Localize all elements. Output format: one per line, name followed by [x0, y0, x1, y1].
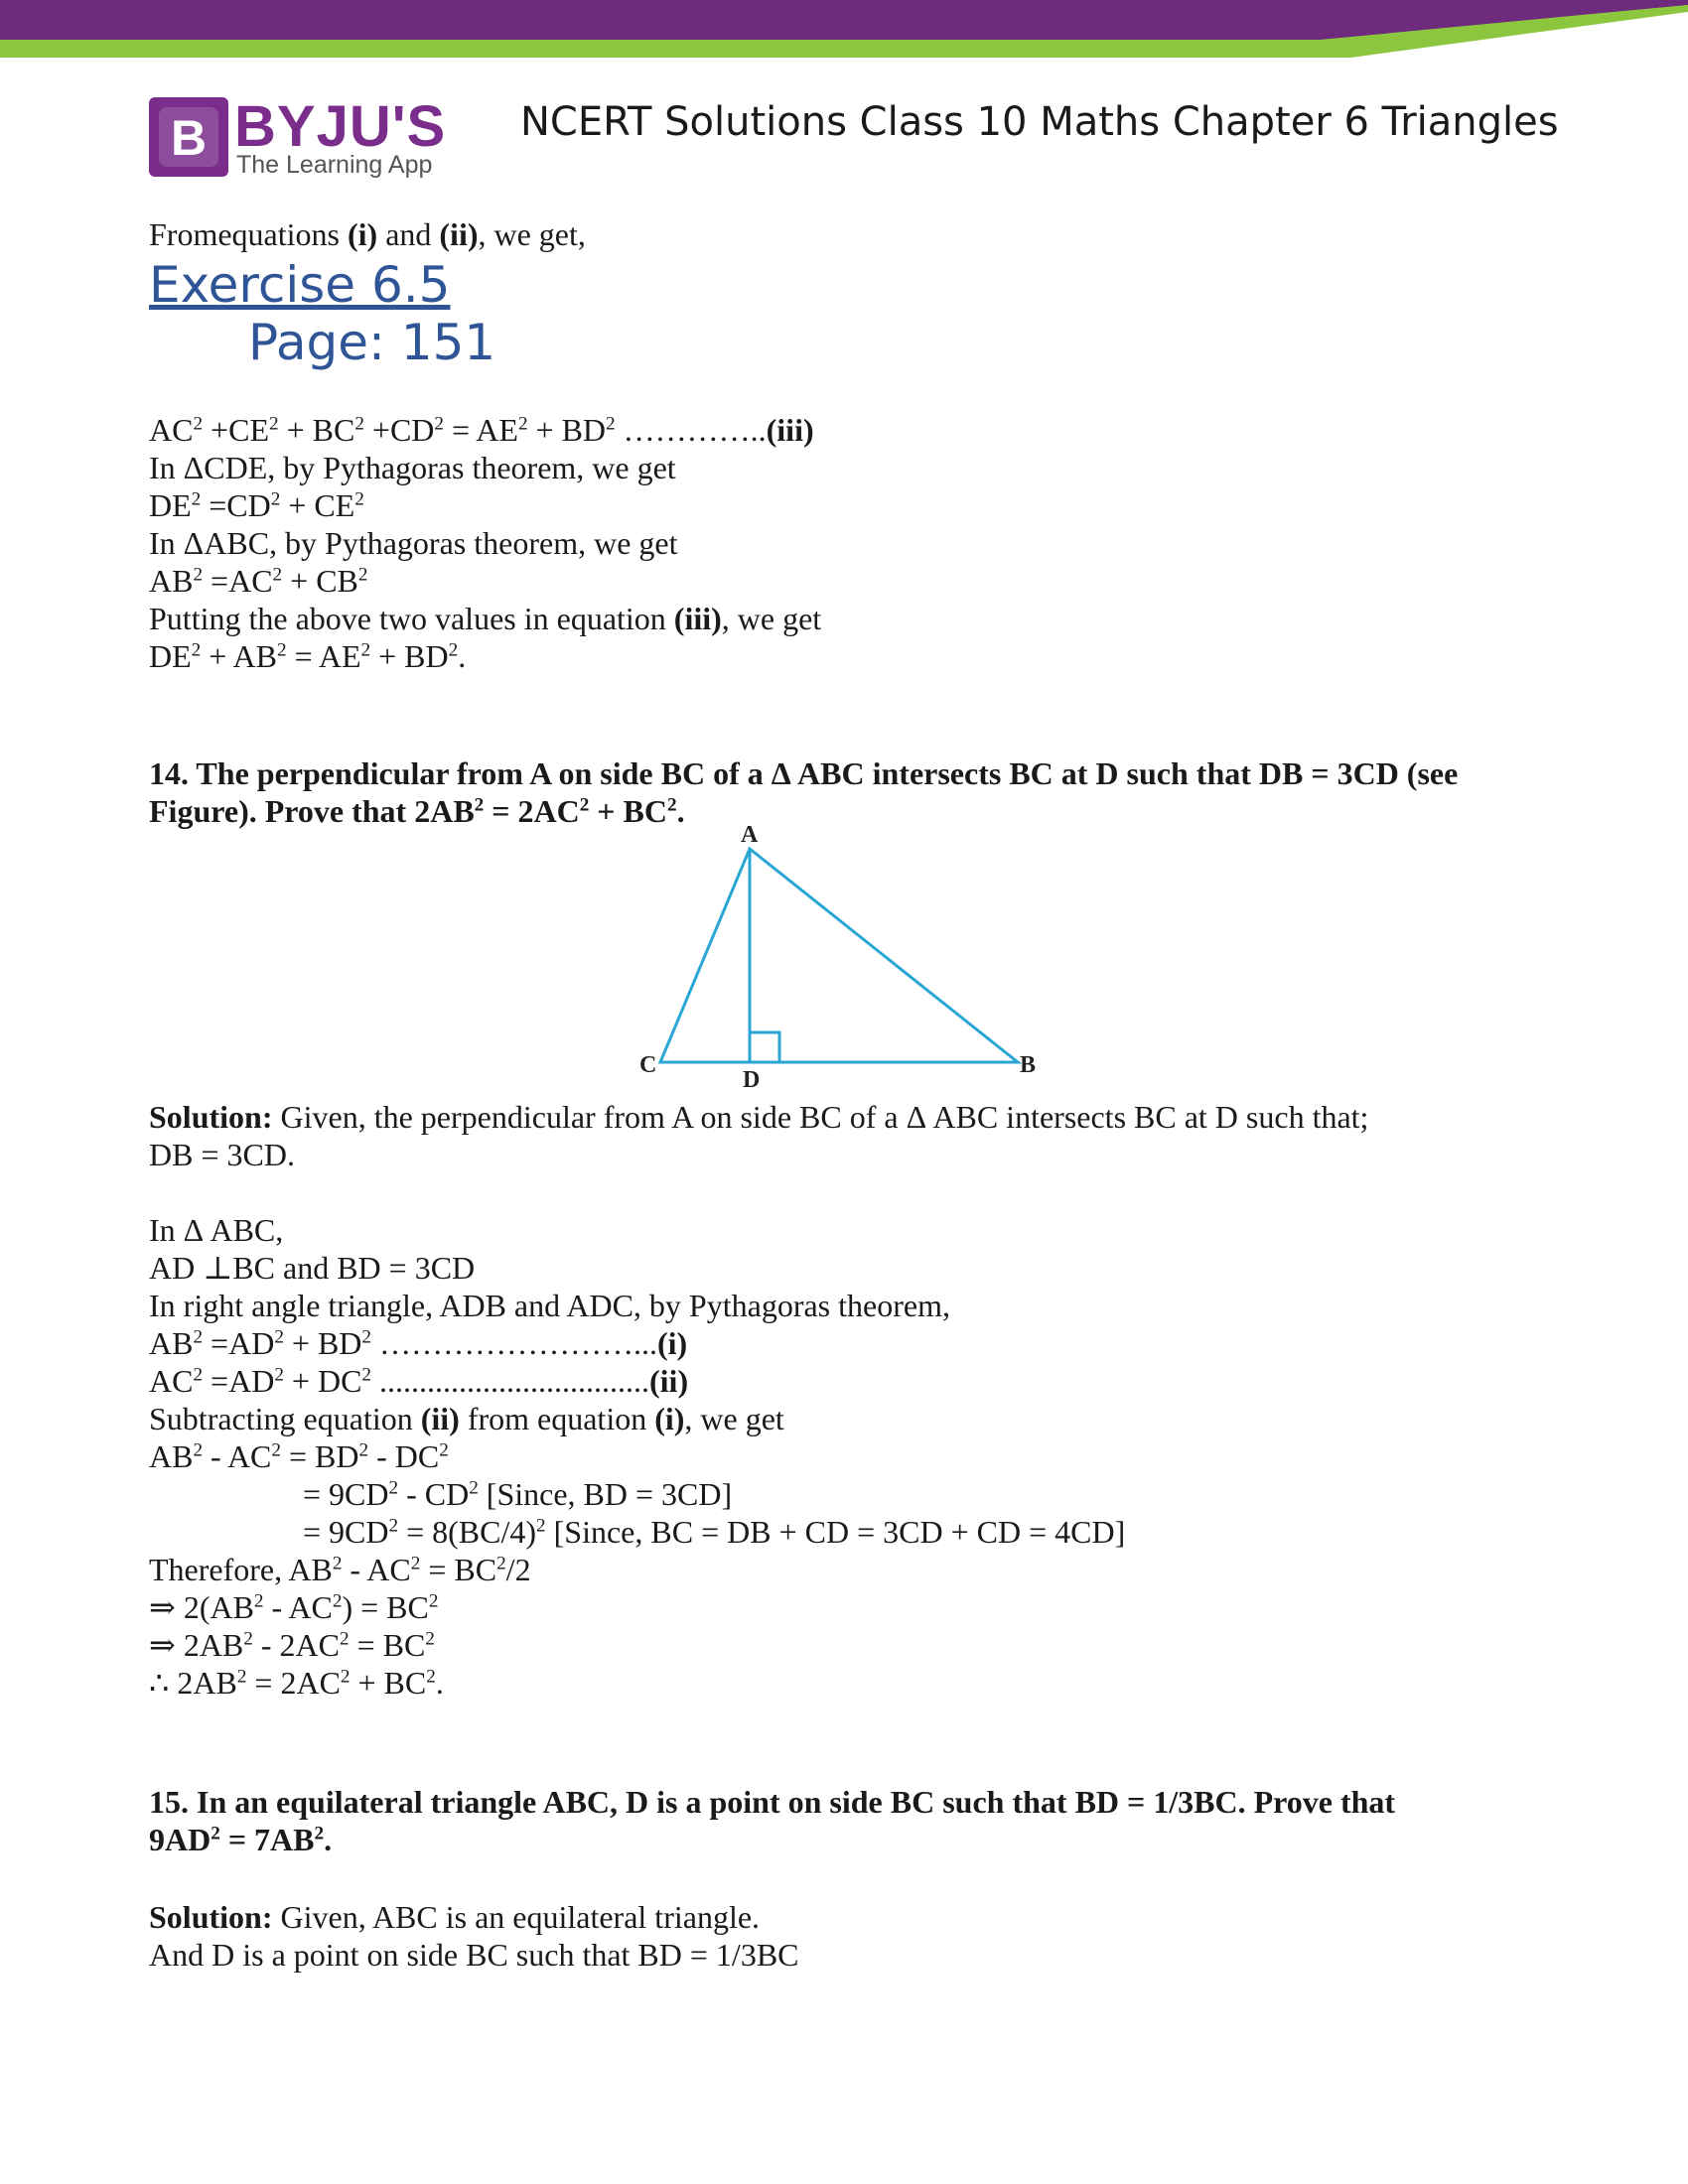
equation-line: = $9CD^2 - CD^2$ [Since, BD = 3CD] [303, 1476, 733, 1512]
triangle-abc [660, 849, 1018, 1062]
question-14-line2: Figure). Prove that $2AB^2 = 2AC^2 + BC^2$. [149, 793, 685, 829]
equation-i: $AB^2 =AD^2 + BD^2$ ……………………...(i) [149, 1325, 688, 1361]
equation-line: $DE^2 =CD^2 + CE^2$ [149, 487, 364, 523]
equation-ii: $AC^2 =AD^2 + DC^2$ ..................................(ii) [149, 1363, 689, 1399]
solution-15-line1: Solution: Given, ABC is an equilateral triangle. [149, 1899, 761, 1935]
text-line: AD ⊥BC and BD = 3CD [149, 1250, 476, 1286]
vertex-label-a: A [741, 824, 759, 848]
equation-line: ⇒ $2(AB^2 - AC^2) = BC^2$ [149, 1589, 439, 1625]
logo-subtitle: The Learning App [236, 151, 433, 179]
question-14: 14. The perpendicular from A on side BC of a Δ ABC intersects BC at D such that DB = 3CD (see [149, 755, 1459, 791]
text-line: Subtracting equation (ii) from equation (i), we get [149, 1401, 784, 1436]
question-15: 15. In an equilateral triangle ABC, D is a point on side BC such that BD = 1/3BC. Prove that [149, 1784, 1396, 1820]
byjus-logo-icon [149, 97, 228, 177]
svg-text:B: B [170, 110, 208, 166]
header-banner [0, 0, 1688, 60]
text-line: In ΔCDE, by Pythagoras theorem, we get [149, 450, 676, 485]
equation-line: $DE^2 + AB^2 = AE^2 + BD^2$. [149, 638, 467, 674]
logo-mark-icon [149, 97, 228, 177]
text-line: Putting the above two values in equation (iii), we get [149, 601, 822, 636]
intro-line: Fromequations (i) and (ii), we get, [149, 216, 586, 252]
solution-14-line1: Solution: Given, the perpendicular from A on side BC of a Δ ABC intersects BC at D such that; [149, 1099, 1369, 1135]
equation-line: = $9CD^2 = 8(BC/4)^2$ [Since, BC = DB + CD = 3CD + CD = 4CD] [303, 1514, 1126, 1550]
equation-line: ⇒ $2AB^2 - 2AC^2 = BC^2$ [149, 1627, 435, 1663]
solution-14-line2: DB = 3CD. [149, 1137, 295, 1172]
solution-15-line2: And D is a point on side BC such that BD = 1/3BC [149, 1937, 799, 1973]
equation-line: $AB^2 - AC^2 = BD^2 - DC^2$ [149, 1438, 449, 1474]
text-line: In ΔABC, by Pythagoras theorem, we get [149, 525, 678, 561]
equation-line: Therefore, $AB^2 - AC^2 = BC^2/2$ [149, 1552, 531, 1587]
vertex-label-c: C [639, 1052, 657, 1078]
question-15-line2: $9AD^2 = 7AB^2$. [149, 1822, 333, 1857]
equation-iii: $AC^2 +CE^2 + BC^2 +CD^2 = AE^2 + BD^2$ …………..(iii) [149, 412, 814, 448]
text-line: In right angle triangle, ADB and ADC, by Pythagoras theorem, [149, 1288, 950, 1323]
equation-line: ∴ $2AB^2 = 2AC^2 + BC^2$. [149, 1665, 444, 1701]
point-label-d: D [743, 1067, 761, 1092]
vertex-label-b: B [1020, 1052, 1037, 1078]
page-reference: Page: 151 [248, 314, 496, 371]
triangle-figure [626, 824, 1053, 1092]
text-line: In Δ ABC, [149, 1212, 284, 1248]
logo-text: BYJU'S [234, 94, 447, 159]
right-angle-mark [750, 1032, 779, 1062]
exercise-link[interactable]: Exercise 6.5 [149, 256, 451, 314]
page-title: NCERT Solutions Class 10 Maths Chapter 6 Triangles [520, 99, 1559, 145]
equation-line: $AB^2 =AC^2 + CB^2$ [149, 563, 368, 599]
